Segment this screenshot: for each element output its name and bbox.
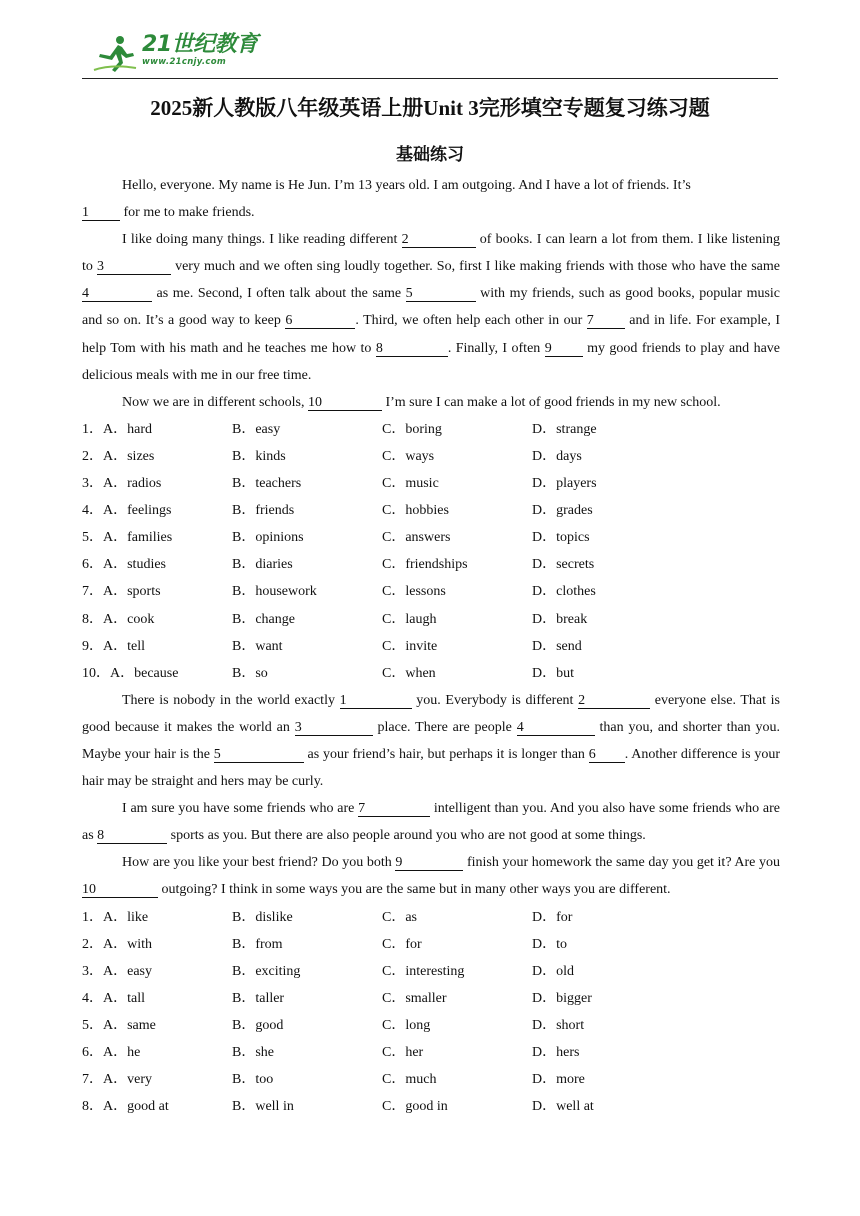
- question-number: 8．: [82, 1099, 103, 1115]
- option-b: B．too: [232, 1072, 274, 1088]
- question-number: 5．: [82, 1017, 103, 1033]
- blank-1: 1: [340, 693, 412, 709]
- blank-4: 4: [517, 720, 595, 736]
- option-row: [82, 551, 780, 578]
- text-span: with my friends, such as good books, popular music and so on. It’s a good way to keep: [82, 286, 781, 329]
- option-c: C．as: [382, 909, 417, 925]
- blank-6: 6: [589, 747, 625, 763]
- question-number: 10．: [82, 665, 110, 681]
- option-b: B．dislike: [232, 909, 293, 925]
- question-number: 7．: [82, 1072, 103, 1088]
- blank-4: 4: [82, 286, 152, 302]
- option-row: [82, 416, 780, 443]
- option-row: [82, 660, 780, 687]
- options-list-2: [82, 904, 780, 1121]
- option-b: B．housework: [232, 584, 317, 600]
- option-b: B．taller: [232, 990, 285, 1006]
- option-b: B．change: [232, 611, 295, 627]
- text-span: outgoing? I think in some ways you are the same but in many other ways you are different.: [158, 882, 671, 898]
- option-row: [82, 1066, 780, 1093]
- page-title: 2025新人教版八年级英语上册Unit 3完形填空专题复习练习题: [150, 96, 710, 120]
- option-c: C．long: [382, 1017, 431, 1033]
- option-a: A．sports: [103, 584, 161, 600]
- option-d: D．hers: [532, 1045, 580, 1060]
- option-c: C．good in: [382, 1099, 448, 1115]
- section-title: 基础练习: [396, 145, 464, 164]
- option-c: C．for: [382, 936, 422, 952]
- option-a: A．cook: [103, 611, 155, 627]
- option-row: [82, 524, 780, 551]
- option-c: C．her: [382, 1045, 424, 1060]
- blank-8: 8: [97, 828, 167, 844]
- blank-2: 2: [402, 232, 476, 248]
- passage2-paragraph: [82, 795, 780, 849]
- option-d: D．more: [532, 1072, 585, 1088]
- option-a: A．families: [103, 530, 173, 546]
- option-c: C．lessons: [382, 584, 446, 600]
- text-span: as your friend’s hair, but perhaps it is longer than: [303, 746, 589, 762]
- blank-2: 2: [578, 693, 650, 709]
- text-span: sports as you. But there are also people around you who are not good at some things.: [167, 828, 646, 844]
- site-logo: [92, 34, 258, 74]
- text-span: and in life. For example, I help Tom with his math and he teaches me how to: [82, 313, 780, 356]
- text-span: I am sure you have some friends who are: [122, 801, 359, 817]
- option-b: B．kinds: [232, 448, 286, 464]
- text-span: There is nobody in the world exactly: [122, 692, 340, 708]
- logo-url: www.21cnjy.com: [142, 57, 226, 67]
- option-a: A．because: [110, 665, 179, 681]
- option-c: C．ways: [382, 448, 435, 464]
- option-b: B．easy: [232, 421, 281, 437]
- text-span: you. Everybody is different: [411, 692, 579, 708]
- option-c: C．hobbies: [382, 503, 449, 519]
- blank-9: 9: [545, 341, 583, 357]
- question-number: 3．: [82, 963, 103, 979]
- option-c: C．invite: [382, 638, 438, 654]
- text-span: I like doing many things. I like reading different: [122, 232, 402, 248]
- text-span: as me. Second, I often talk about the same: [152, 286, 406, 302]
- option-d: D．for: [532, 909, 573, 925]
- passage2-paragraph: [82, 687, 780, 795]
- option-d: D．clothes: [532, 584, 596, 600]
- option-d: D．short: [532, 1017, 585, 1033]
- question-number: 1．: [82, 909, 103, 925]
- options-list-1: [82, 416, 780, 687]
- option-row: [82, 470, 780, 497]
- question-number: 4．: [82, 990, 103, 1006]
- text-span: finish your homework the same day you get it? Are you: [463, 855, 780, 871]
- option-a: A．like: [103, 909, 149, 925]
- option-d: D．send: [532, 638, 582, 654]
- blank-3: 3: [295, 720, 373, 736]
- option-a: A．radios: [103, 476, 162, 492]
- option-b: B．opinions: [232, 530, 304, 546]
- text-span: . Another difference is your hair may be straight and hers may be curly.: [82, 746, 780, 790]
- blank-10: 10: [82, 882, 158, 898]
- text-span: everyone else. That is good because it makes the world an: [82, 692, 780, 735]
- blank-7: 7: [587, 313, 625, 329]
- option-b: B．friends: [232, 503, 295, 519]
- running-man-logo-icon: [92, 34, 138, 74]
- text-span: my good friends to play and have delicious meals with me in our free time.: [82, 340, 781, 383]
- document-body: [82, 172, 780, 1120]
- option-d: D．grades: [532, 503, 593, 519]
- option-row: [82, 931, 780, 958]
- question-number: 2．: [82, 448, 103, 464]
- option-row: [82, 985, 780, 1012]
- option-c: C．friendships: [382, 557, 468, 573]
- option-a: A．very: [103, 1072, 152, 1088]
- option-b: B．exciting: [232, 963, 301, 979]
- text-span: very much and we often sing loudly together. So, first I like making friends with those who have the same: [170, 259, 780, 275]
- option-row: [82, 633, 780, 660]
- text-span: for me to make friends.: [120, 205, 255, 221]
- option-a: A．same: [103, 1017, 156, 1033]
- question-number: 9．: [82, 638, 103, 654]
- option-c: C．much: [382, 1072, 437, 1088]
- page-header: [82, 30, 778, 79]
- blank-8: 8: [376, 341, 448, 357]
- passage1-paragraph: [82, 226, 780, 389]
- option-row: [82, 578, 780, 605]
- question-number: 1．: [82, 421, 103, 437]
- text-span: Hello, everyone. My name is He Jun. I’m 13 years old. I am outgoing. And I have a lot of friends. It’s: [122, 178, 691, 193]
- logo-text: 21世纪教育: [142, 32, 258, 57]
- option-a: A．sizes: [103, 448, 155, 464]
- option-b: B．teachers: [232, 476, 302, 492]
- option-c: C．answers: [382, 530, 451, 546]
- question-number: 4．: [82, 503, 103, 519]
- question-number: 2．: [82, 936, 103, 952]
- option-row: [82, 1012, 780, 1039]
- option-a: A．good at: [103, 1099, 169, 1115]
- text-span: of books. I can learn a lot from them. I like listening to: [82, 232, 780, 275]
- text-span: I’m sure I can make a lot of good friends in my new school.: [381, 394, 721, 410]
- option-b: B．diaries: [232, 557, 293, 573]
- blank-6: 6: [285, 313, 355, 329]
- passage1-paragraph: [82, 389, 780, 416]
- question-number: 3．: [82, 476, 103, 492]
- option-b: B．she: [232, 1045, 274, 1060]
- option-b: B．from: [232, 936, 283, 952]
- text-span: How are you like your best friend? Do you both: [122, 855, 396, 871]
- option-a: A．he: [103, 1045, 141, 1060]
- option-row: [82, 1039, 780, 1066]
- question-number: 6．: [82, 557, 103, 573]
- blank-3: 3: [97, 259, 171, 275]
- option-d: D．strange: [532, 421, 597, 437]
- option-d: D．to: [532, 936, 567, 952]
- option-b: B．well in: [232, 1099, 294, 1115]
- option-row: [82, 497, 780, 524]
- text-span: than you, and shorter than you. Maybe your hair is the: [82, 719, 781, 762]
- option-a: A．tall: [103, 990, 145, 1006]
- option-c: C．interesting: [382, 963, 465, 979]
- option-row: [82, 443, 780, 470]
- question-number: 7．: [82, 584, 103, 600]
- passage1-paragraph: [82, 172, 780, 226]
- blank-10: 10: [308, 395, 382, 411]
- option-c: C．laugh: [382, 611, 437, 627]
- option-d: D．break: [532, 611, 588, 627]
- option-d: D．players: [532, 476, 597, 492]
- text-span: place. There are people: [372, 719, 517, 735]
- text-span: . Finally, I often: [447, 340, 545, 356]
- passage2-paragraph: [82, 849, 780, 903]
- option-a: A．with: [103, 936, 152, 952]
- option-row: [82, 958, 780, 985]
- option-b: B．good: [232, 1017, 284, 1033]
- option-d: D．days: [532, 448, 582, 464]
- option-c: C．when: [382, 665, 436, 681]
- option-row: [82, 904, 780, 931]
- option-d: D．but: [532, 665, 574, 681]
- text-span: . Third, we often help each other in our: [355, 313, 587, 329]
- blank-7: 7: [358, 801, 430, 817]
- option-a: A．feelings: [103, 503, 172, 519]
- option-d: D．old: [532, 963, 574, 979]
- option-c: C．music: [382, 476, 439, 492]
- option-c: C．smaller: [382, 990, 447, 1006]
- text-span: intelligent than you. And you also have some friends who are as: [82, 801, 780, 844]
- blank-9: 9: [395, 855, 463, 871]
- option-d: D．bigger: [532, 990, 592, 1006]
- option-b: B．so: [232, 665, 268, 681]
- question-number: 8．: [82, 611, 103, 627]
- question-number: 5．: [82, 530, 103, 546]
- option-row: [82, 606, 780, 633]
- blank-1: 1: [82, 205, 120, 221]
- option-a: A．studies: [103, 557, 166, 573]
- option-d: D．well at: [532, 1099, 594, 1115]
- option-a: A．easy: [103, 963, 152, 979]
- question-number: 6．: [82, 1045, 103, 1060]
- option-c: C．boring: [382, 421, 442, 437]
- option-row: [82, 1093, 780, 1120]
- blank-5: 5: [214, 747, 304, 763]
- text-span: Now we are in different schools,: [122, 394, 308, 410]
- blank-5: 5: [406, 286, 476, 302]
- option-a: A．tell: [103, 638, 145, 654]
- option-d: D．secrets: [532, 557, 595, 573]
- option-d: D．topics: [532, 530, 590, 546]
- option-b: B．want: [232, 638, 283, 654]
- option-a: A．hard: [103, 421, 152, 437]
